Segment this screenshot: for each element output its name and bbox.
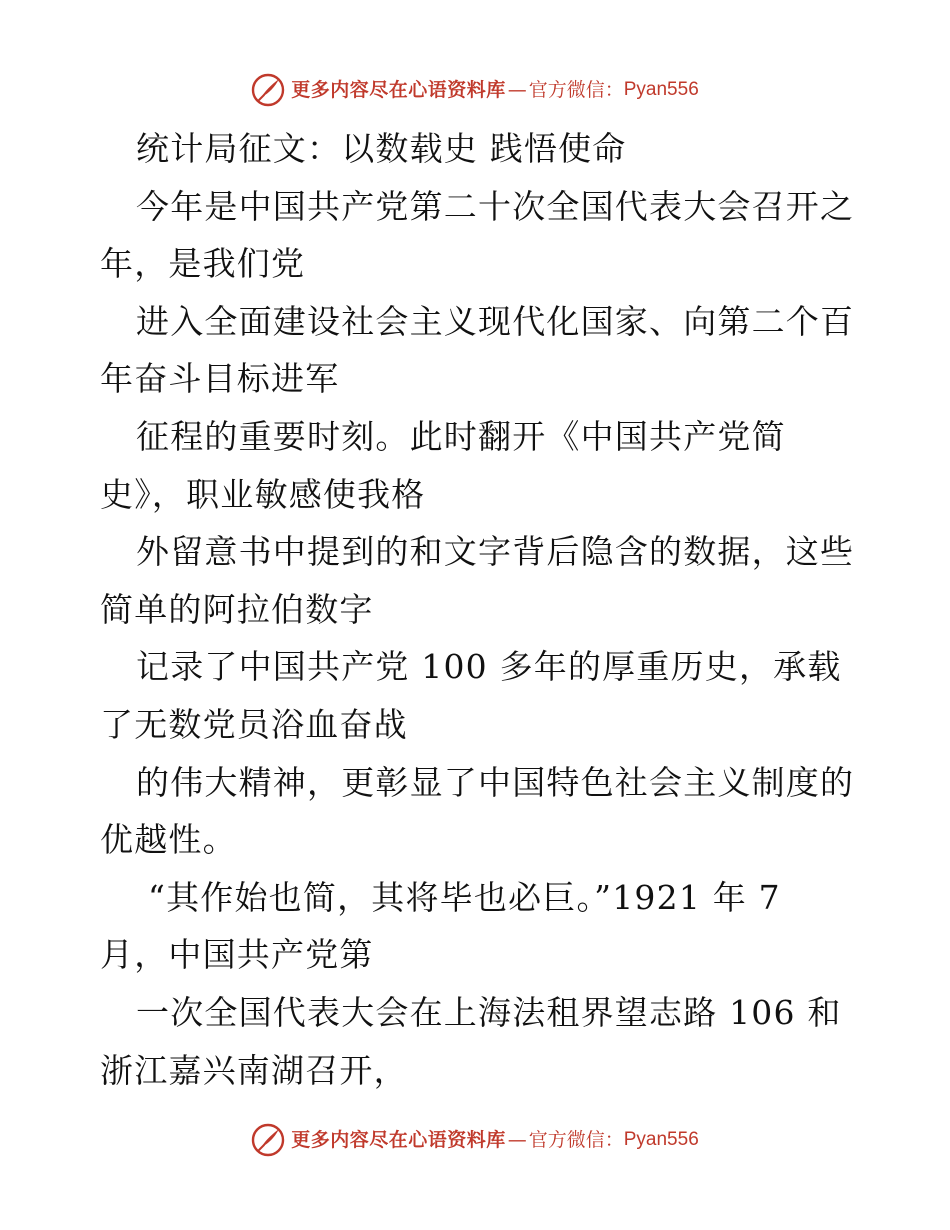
- quill-logo-icon: [251, 1123, 285, 1157]
- quill-logo-icon: [251, 73, 285, 107]
- watermark-wechat-id: Pyan556: [623, 79, 699, 100]
- document-title: 统计局征文：以数载史 践悟使命: [136, 129, 627, 168]
- paragraph-line: 征程的重要时刻。此时翻开《中国共产党简: [136, 416, 786, 456]
- header-watermark: [0, 70, 950, 110]
- watermark-text: 更多内容尽在心语资料库: [291, 1129, 506, 1151]
- watermark-wechat-id: Pyan556: [623, 1129, 699, 1150]
- paragraph-line: 月，中国共产党第: [100, 935, 374, 975]
- paragraph-line: 了无数党员浴血奋战: [100, 704, 408, 744]
- paragraph-line: 外留意书中提到的和文字背后隐含的数据，这些: [136, 532, 855, 572]
- paragraph-line: “其作始也简，其将毕也必巨。”1921 年 7: [148, 877, 781, 917]
- watermark-text: 更多内容尽在心语资料库: [291, 79, 506, 101]
- document-body: [100, 120, 860, 1099]
- paragraph-line: 年奋斗目标进军: [100, 359, 340, 399]
- paragraph-line: 一次全国代表大会在上海法租界望志路 106 和: [136, 992, 842, 1032]
- paragraph-line: 优越性。: [100, 820, 237, 860]
- watermark-official-label: 官方微信：: [528, 1129, 624, 1151]
- watermark-official-label: 官方微信：: [528, 79, 624, 101]
- paragraph-line: 年，是我们党: [100, 244, 306, 284]
- paragraph-line: 简单的阿拉伯数字: [100, 589, 374, 629]
- paragraph-line: 记录了中国共产党 100 多年的厚重历史，承载: [136, 647, 842, 687]
- paragraph-line: 今年是中国共产党第二十次全国代表大会召开之: [136, 186, 855, 226]
- paragraph-line: 进入全面建设社会主义现代化国家、向第二个百: [136, 301, 855, 341]
- paragraph-line: 的伟大精神，更彰显了中国特色社会主义制度的: [136, 762, 855, 802]
- paragraph-line: 史》，职业敏感使我格: [100, 474, 426, 514]
- watermark-dash: —: [507, 79, 527, 101]
- watermark-dash: —: [507, 1129, 527, 1151]
- paragraph-line: 浙江嘉兴南湖召开，: [100, 1050, 408, 1090]
- footer-watermark: [0, 1120, 950, 1160]
